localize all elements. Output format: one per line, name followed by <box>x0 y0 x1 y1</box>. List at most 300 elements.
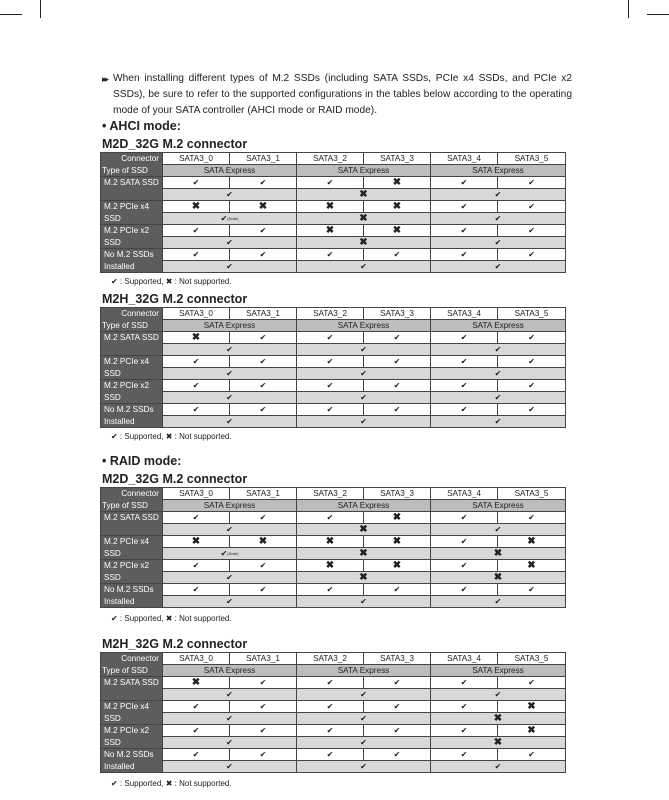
sata-express-cell <box>297 689 431 701</box>
port-cell <box>297 356 364 368</box>
table-row <box>101 725 566 737</box>
ssd-type-header: Type of SSD <box>101 320 163 332</box>
sata-express-cell <box>163 713 297 725</box>
port-cell <box>297 332 364 344</box>
port-cell <box>163 677 230 689</box>
row-label: M.2 SATA SSD <box>101 677 163 689</box>
ssd-type-header: Type of SSD <box>101 165 163 177</box>
not-supported-icon: ✖ <box>325 201 335 212</box>
port-cell <box>230 512 297 524</box>
row-label: SSD <box>101 392 163 404</box>
row-label: M.2 SATA SSD <box>101 177 163 189</box>
port-cell <box>297 249 364 261</box>
supported-icon: ✔ <box>528 226 535 235</box>
crop-mark-left <box>0 14 22 15</box>
port-header: SATA3_4 <box>431 653 498 665</box>
supported-icon: ✔ <box>226 738 233 747</box>
port-cell <box>297 701 364 713</box>
ssd-type-header: Type of SSD <box>101 500 163 512</box>
supported-icon: ✔ <box>460 405 468 414</box>
sata-express-cell <box>163 548 297 560</box>
port-cell <box>297 536 364 548</box>
crop-mark-top-right <box>628 0 629 18</box>
row-label: Installed <box>101 416 163 428</box>
table-row <box>101 177 566 189</box>
config-table <box>100 152 566 273</box>
row-label <box>101 689 163 701</box>
row-label: M.2 SATA SSD <box>101 512 163 524</box>
table-row <box>101 332 566 344</box>
port-cell <box>364 177 431 189</box>
supported-icon: ✔ <box>494 393 502 402</box>
port-header: SATA3_4 <box>431 153 498 165</box>
supported-icon: ✔ <box>360 597 367 606</box>
supported-icon: ✔ <box>528 750 535 759</box>
supported-icon: ✔ <box>393 357 401 366</box>
port-cell <box>163 225 230 237</box>
port-cell <box>230 201 297 213</box>
sata-express-cell <box>163 261 297 273</box>
port-cell <box>297 725 364 737</box>
supported-icon: ✔ <box>393 585 401 594</box>
supported-icon: ✔ <box>528 202 535 211</box>
not-supported-icon: ✖ <box>258 201 268 212</box>
supported-icon: ✔ <box>360 393 367 402</box>
supported-icon: ✔ <box>460 561 468 570</box>
row-label <box>101 344 163 356</box>
supported-icon: ✔ <box>393 702 401 711</box>
supported-icon: ✔ <box>259 333 267 342</box>
port-header: SATA3_4 <box>431 308 498 320</box>
port-cell <box>431 201 498 213</box>
port-cell <box>364 404 431 416</box>
supported-icon: ✔ <box>460 726 468 735</box>
not-supported-icon: ✖ <box>527 536 536 547</box>
supported-icon: ✔ <box>360 345 367 354</box>
intro-paragraph <box>102 71 572 119</box>
supported-icon: ✔ <box>460 333 468 342</box>
port-header: SATA3_5 <box>498 488 566 500</box>
port-cell <box>498 536 566 548</box>
port-header: SATA3_4 <box>431 488 498 500</box>
not-supported-icon: ✖ <box>359 548 368 559</box>
legend: ✔ : Supported, ✖ : Not supported. <box>111 614 232 623</box>
port-header: SATA3_3 <box>364 653 431 665</box>
sata-express-cell <box>297 416 431 428</box>
note-marker: (Note) <box>227 216 239 221</box>
not-supported-icon: ✖ <box>325 560 335 571</box>
supported-icon: ✔ <box>360 417 367 426</box>
port-header: SATA3_3 <box>364 308 431 320</box>
port-header: SATA3_2 <box>297 653 364 665</box>
row-label: SSD <box>101 713 163 725</box>
supported-icon: ✔ <box>528 250 535 259</box>
port-cell <box>230 536 297 548</box>
not-supported-icon: ✖ <box>191 677 201 688</box>
table-row <box>101 368 566 380</box>
supported-icon: ✔ <box>494 345 502 354</box>
sata-express-header: SATA Express <box>163 320 297 332</box>
port-header: SATA3_2 <box>297 153 364 165</box>
port-header: SATA3_0 <box>163 308 230 320</box>
sata-express-cell <box>297 261 431 273</box>
port-cell <box>297 177 364 189</box>
port-cell <box>431 560 498 572</box>
sata-express-cell <box>297 237 431 249</box>
row-label: M.2 PCIe x4 <box>101 356 163 368</box>
legend: ✔ : Supported, ✖ : Not supported. <box>111 432 232 441</box>
table-row <box>101 512 566 524</box>
sata-express-cell <box>297 368 431 380</box>
not-supported-icon: ✖ <box>191 332 201 343</box>
port-cell <box>498 725 566 737</box>
table-row <box>101 416 566 428</box>
not-supported-icon: ✖ <box>359 237 368 248</box>
port-cell <box>230 749 297 761</box>
sata-express-cell <box>163 689 297 701</box>
supported-icon: ✔ <box>393 381 401 390</box>
supported-icon: ✔ <box>259 750 267 759</box>
port-header: SATA3_1 <box>230 153 297 165</box>
sata-express-cell <box>163 368 297 380</box>
supported-icon: ✔ <box>326 513 334 522</box>
supported-icon: ✔ <box>192 381 200 390</box>
port-cell <box>364 725 431 737</box>
supported-icon: ✔ <box>494 190 502 199</box>
supported-icon: ✔ <box>259 678 267 687</box>
table-row <box>101 701 566 713</box>
port-cell <box>431 225 498 237</box>
supported-icon: ✔ <box>494 238 502 247</box>
supported-icon: ✔ <box>393 678 401 687</box>
supported-icon: ✔ <box>528 381 535 390</box>
sata-express-cell <box>431 761 566 773</box>
sata-express-cell <box>431 713 566 725</box>
row-label: M.2 SATA SSD <box>101 332 163 344</box>
row-label: SSD <box>101 213 163 225</box>
table-row <box>101 560 566 572</box>
sata-express-cell <box>431 344 566 356</box>
supported-icon: ✔ <box>528 333 535 342</box>
sata-express-cell <box>431 392 566 404</box>
table-row <box>101 677 566 689</box>
port-cell <box>163 512 230 524</box>
port-cell <box>431 512 498 524</box>
row-label: M.2 PCIe x2 <box>101 560 163 572</box>
not-supported-icon: ✖ <box>527 701 536 712</box>
sata-express-header: SATA Express <box>297 165 431 177</box>
port-cell <box>163 380 230 392</box>
supported-icon: ✔ <box>326 678 334 687</box>
port-cell <box>163 201 230 213</box>
table-row <box>101 584 566 596</box>
not-supported-icon: ✖ <box>392 177 402 188</box>
supported-icon: ✔ <box>393 405 401 414</box>
supported-icon: ✔ <box>326 726 334 735</box>
supported-icon: ✔ <box>460 357 468 366</box>
supported-icon: ✔ <box>226 690 233 699</box>
table-row <box>101 356 566 368</box>
port-header: SATA3_2 <box>297 488 364 500</box>
port-cell <box>364 249 431 261</box>
table-row <box>101 536 566 548</box>
supported-icon: ✔ <box>192 726 200 735</box>
sata-express-cell <box>297 392 431 404</box>
not-supported-icon: ✖ <box>527 725 536 736</box>
sata-express-cell <box>163 189 297 201</box>
sata-express-cell <box>431 416 566 428</box>
supported-icon: ✔ <box>393 250 401 259</box>
crop-mark-right <box>647 14 669 15</box>
supported-icon: ✔ <box>226 597 233 606</box>
supported-icon: ✔ <box>326 750 334 759</box>
table-row <box>101 261 566 273</box>
row-label: SSD <box>101 572 163 584</box>
table-row <box>101 572 566 584</box>
port-cell <box>498 177 566 189</box>
sata-express-cell <box>431 572 566 584</box>
port-cell <box>498 225 566 237</box>
supported-icon: ✔ <box>326 250 334 259</box>
row-label: Installed <box>101 261 163 273</box>
port-cell <box>498 404 566 416</box>
supported-icon: ✔ <box>460 381 468 390</box>
supported-icon: ✔ <box>494 369 502 378</box>
not-supported-icon: ✖ <box>325 225 335 236</box>
supported-icon: ✔ <box>460 585 468 594</box>
legend: ✔ : Supported, ✖ : Not supported. <box>111 779 232 788</box>
supported-icon: ✔ <box>494 597 502 606</box>
not-supported-icon: ✖ <box>258 536 268 547</box>
supported-icon: ✔ <box>494 762 502 771</box>
row-label <box>101 189 163 201</box>
connector-header: Connector <box>101 488 163 500</box>
row-label: Installed <box>101 596 163 608</box>
supported-icon: ✔ <box>460 226 468 235</box>
port-cell <box>431 332 498 344</box>
note-marker: (Note) <box>227 551 239 556</box>
not-supported-icon: ✖ <box>392 512 402 523</box>
supported-icon: ✔ <box>460 678 468 687</box>
sata-express-cell <box>431 548 566 560</box>
sata-express-cell <box>431 596 566 608</box>
port-cell <box>364 512 431 524</box>
port-cell <box>364 332 431 344</box>
table-row <box>101 201 566 213</box>
supported-icon: ✔ <box>226 573 233 582</box>
table-row <box>101 380 566 392</box>
port-cell <box>364 749 431 761</box>
port-cell <box>498 560 566 572</box>
legend: ✔ : Supported, ✖ : Not supported. <box>111 277 232 286</box>
port-cell <box>230 560 297 572</box>
supported-icon: ✔ <box>326 702 334 711</box>
port-cell <box>230 701 297 713</box>
sata-express-cell <box>431 237 566 249</box>
supported-icon: ✔ <box>192 250 200 259</box>
row-label: M.2 PCIe x4 <box>101 701 163 713</box>
ahci-mode-heading: • AHCI mode: <box>102 119 181 133</box>
table-row <box>101 404 566 416</box>
sata-express-cell <box>431 524 566 536</box>
port-cell <box>230 356 297 368</box>
table-row <box>101 392 566 404</box>
port-header: SATA3_5 <box>498 308 566 320</box>
port-cell <box>364 380 431 392</box>
supported-icon: ✔ <box>192 226 200 235</box>
port-cell <box>297 225 364 237</box>
connector-header: Connector <box>101 153 163 165</box>
sata-express-cell <box>297 344 431 356</box>
table-row <box>101 225 566 237</box>
sata-express-header: SATA Express <box>431 320 566 332</box>
supported-icon: ✔ <box>259 726 267 735</box>
supported-icon: ✔ <box>528 357 535 366</box>
row-label: SSD <box>101 368 163 380</box>
port-cell <box>431 725 498 737</box>
port-cell <box>163 560 230 572</box>
supported-icon: ✔ <box>259 561 267 570</box>
supported-icon: ✔ <box>226 762 233 771</box>
supported-icon: ✔ <box>259 178 267 187</box>
sata-express-cell <box>163 344 297 356</box>
table-row <box>101 524 566 536</box>
sata-express-cell <box>297 189 431 201</box>
sata-express-cell <box>163 761 297 773</box>
port-cell <box>230 225 297 237</box>
sata-express-header: SATA Express <box>431 665 566 677</box>
supported-icon: ✔ <box>460 750 468 759</box>
config-table <box>100 487 566 608</box>
sata-express-cell <box>431 189 566 201</box>
sata-express-header: SATA Express <box>163 500 297 512</box>
port-cell <box>163 701 230 713</box>
port-cell <box>297 380 364 392</box>
supported-icon: ✔ <box>226 369 233 378</box>
port-cell <box>364 225 431 237</box>
port-cell <box>364 584 431 596</box>
supported-icon: ✔ <box>259 357 267 366</box>
port-cell <box>364 201 431 213</box>
table-row <box>101 737 566 749</box>
row-label: M.2 PCIe x2 <box>101 725 163 737</box>
not-supported-icon: ✖ <box>359 213 368 224</box>
row-label: Installed <box>101 761 163 773</box>
row-label <box>101 524 163 536</box>
not-supported-icon: ✖ <box>359 572 368 583</box>
config-table <box>100 307 566 428</box>
port-cell <box>230 380 297 392</box>
sata-express-cell <box>297 572 431 584</box>
port-cell <box>431 404 498 416</box>
table-row <box>101 689 566 701</box>
supported-icon: ✔ <box>326 357 334 366</box>
port-cell <box>163 249 230 261</box>
port-cell <box>498 701 566 713</box>
supported-icon: ✔ <box>192 357 200 366</box>
supported-icon: ✔ <box>460 702 468 711</box>
port-cell <box>498 512 566 524</box>
supported-icon: ✔ <box>226 345 233 354</box>
port-cell <box>230 677 297 689</box>
port-cell <box>498 356 566 368</box>
port-cell <box>297 560 364 572</box>
sata-express-header: SATA Express <box>163 165 297 177</box>
intro-text: When installing different types of M.2 SSDs (including SATA SSDs, PCIe x4 SSDs, and PCIe x2 SSDs), be sure to refer to the supported configurations in the tables below according to the operating mode of your SATA controller (AHCI mode or RAID mode). <box>113 73 572 116</box>
port-cell <box>364 677 431 689</box>
sata-express-cell <box>163 416 297 428</box>
sata-express-header: SATA Express <box>163 665 297 677</box>
table-title: M2D_32G M.2 connector <box>102 472 248 486</box>
not-supported-icon: ✖ <box>392 225 402 236</box>
sata-express-cell <box>297 213 431 225</box>
supported-icon: ✔ <box>460 537 468 546</box>
supported-icon: ✔ <box>226 262 233 271</box>
supported-icon: ✔ <box>494 262 502 271</box>
table-row <box>101 237 566 249</box>
supported-icon: ✔ <box>192 513 200 522</box>
port-cell <box>297 512 364 524</box>
port-header: SATA3_2 <box>297 308 364 320</box>
port-cell <box>297 677 364 689</box>
port-cell <box>364 356 431 368</box>
port-header: SATA3_1 <box>230 488 297 500</box>
port-cell <box>163 404 230 416</box>
supported-icon: ✔ <box>360 762 367 771</box>
port-header: SATA3_5 <box>498 653 566 665</box>
table-row <box>101 189 566 201</box>
supported-icon: ✔ <box>528 513 535 522</box>
supported-icon: ✔ <box>528 405 535 414</box>
supported-icon: ✔ <box>259 250 267 259</box>
double-arrow-icon: ▸▸ <box>102 74 108 84</box>
sata-express-cell <box>431 213 566 225</box>
port-cell <box>364 701 431 713</box>
table-title: M2H_32G M.2 connector <box>102 292 248 306</box>
supported-icon: ✔ <box>360 690 367 699</box>
sata-express-cell <box>163 392 297 404</box>
port-cell <box>498 749 566 761</box>
sata-express-cell <box>297 548 431 560</box>
supported-icon: ✔ <box>393 726 401 735</box>
supported-icon: ✔ <box>192 702 200 711</box>
sata-express-cell <box>431 368 566 380</box>
supported-icon: ✔ <box>192 585 200 594</box>
supported-icon: ✔ <box>192 178 200 187</box>
port-cell <box>431 536 498 548</box>
sata-express-header: SATA Express <box>297 665 431 677</box>
supported-icon: ✔ <box>393 333 401 342</box>
table-row <box>101 596 566 608</box>
supported-icon: ✔ <box>192 405 200 414</box>
supported-icon: ✔ <box>494 214 502 223</box>
row-label: M.2 PCIe x4 <box>101 201 163 213</box>
not-supported-icon: ✖ <box>493 713 503 724</box>
sata-express-cell <box>297 761 431 773</box>
row-label: M.2 PCIe x2 <box>101 225 163 237</box>
connector-header: Connector <box>101 308 163 320</box>
supported-icon: ✔ <box>326 333 334 342</box>
sata-express-header: SATA Express <box>297 500 431 512</box>
row-label: SSD <box>101 737 163 749</box>
sata-express-cell <box>297 596 431 608</box>
sata-express-cell <box>297 737 431 749</box>
supported-icon: ✔ <box>259 702 267 711</box>
port-cell <box>163 536 230 548</box>
supported-icon: ✔ <box>326 585 334 594</box>
supported-icon: ✔ <box>192 561 200 570</box>
port-header: SATA3_3 <box>364 153 431 165</box>
